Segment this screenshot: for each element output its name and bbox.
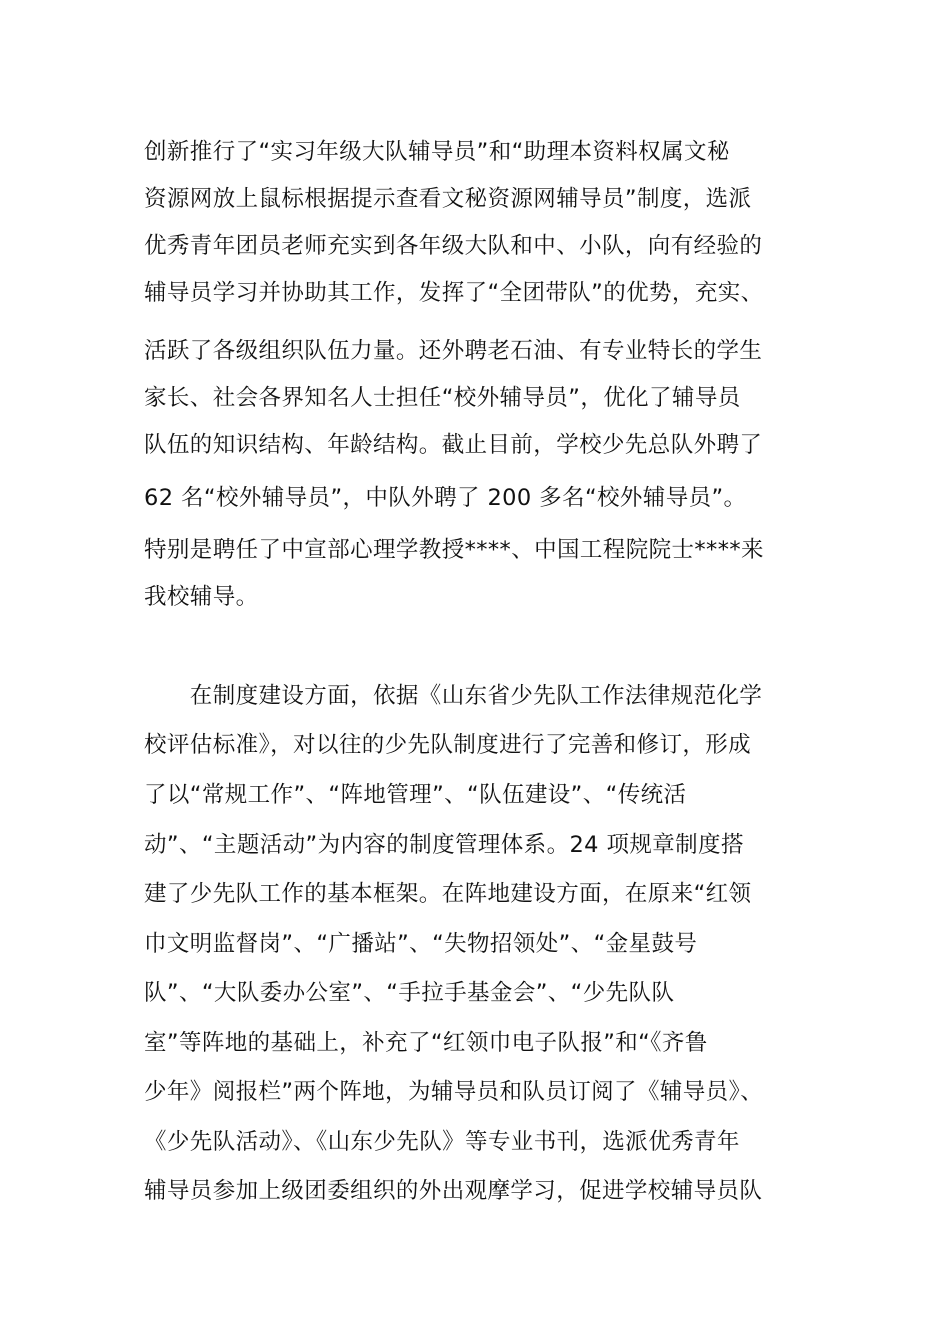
text-line: 了以“常规工作”、“阵地管理”、“队伍建设”、“传统活 [144, 782, 687, 808]
text-line: 在制度建设方面，依据《山东省少先队工作法律规范化学 [144, 683, 763, 709]
text-line: 校评估标准》，对以往的少先队制度进行了完善和修订，形成 [144, 732, 752, 758]
text-line: 活跃了各级组织队伍力量。还外聘老石油、有专业特长的学生 [144, 338, 763, 364]
text-line: 动”、“主题活动”为内容的制度管理体系。24 项规章制度搭 [144, 832, 744, 858]
text-line: 家长、社会各界知名人士担任“校外辅导员”，优化了辅导员 [144, 385, 741, 411]
text-line: 室”等阵地的基础上，补充了“红领巾电子队报”和“《齐鲁 [144, 1030, 708, 1056]
text-line: 队”、“大队委办公室”、“手拉手基金会”、“少先队队 [144, 980, 675, 1006]
text-line: 优秀青年团员老师充实到各年级大队和中、小队，向有经验的 [144, 233, 763, 259]
text-line: 我校辅导。 [144, 584, 259, 610]
text-line: 辅导员参加上级团委组织的外出观摩学习，促进学校辅导员队 [144, 1178, 763, 1204]
text-line: 队伍的知识结构、年龄结构。截止目前，学校少先总队外聘了 [144, 432, 763, 458]
text-line: 建了少先队工作的基本框架。在阵地建设方面，在原来“红领 [144, 881, 752, 907]
text-line: 《少先队活动》、《山东少先队》等专业书刊，选派优秀青年 [144, 1129, 740, 1155]
text-line: 特别是聘任了中宣部心理学教授****、中国工程院院士****来 [144, 537, 764, 563]
text-line: 62 名“校外辅导员”，中队外聘了 200 多名“校外辅导员”。 [144, 485, 747, 511]
text-line: 资源网放上鼠标根据提示查看文秘资源网辅导员”制度，选派 [144, 186, 752, 212]
text-line: 巾文明监督岗”、“广播站”、“失物招领处”、“金星鼓号 [144, 931, 698, 957]
text-line: 创新推行了“实习年级大队辅导员”和“助理本资料权属文秘 [144, 139, 730, 165]
text-line: 辅导员学习并协助其工作，发挥了“全团带队”的优势，充实、 [144, 280, 764, 306]
text-line: 少年》阅报栏”两个阵地，为辅导员和队员订阅了《辅导员》、 [144, 1079, 764, 1105]
